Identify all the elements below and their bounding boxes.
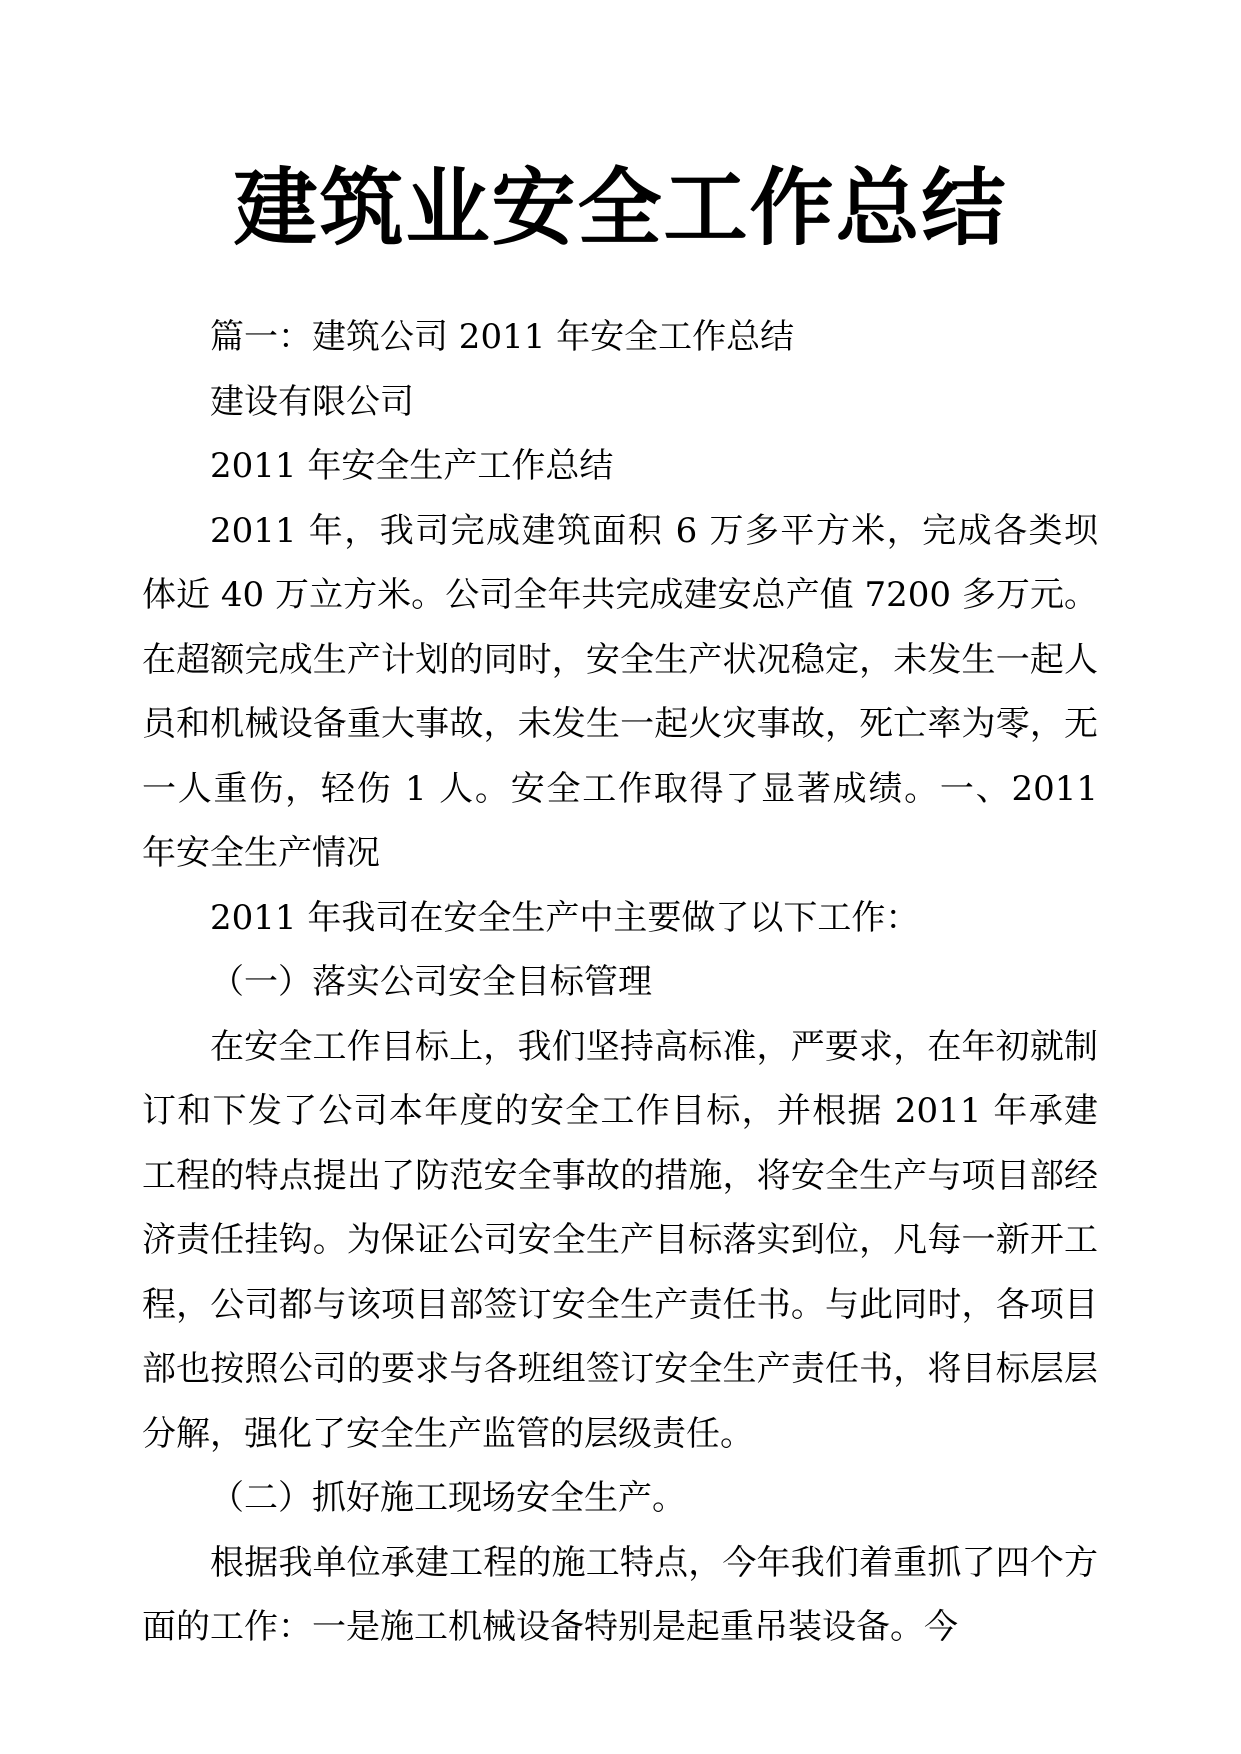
paragraph-section-heading: 篇一：建筑公司 2011 年安全工作总结 xyxy=(210,317,795,357)
document-body xyxy=(142,305,1098,1660)
paragraph-subheading-2: （二）抓好施工现场安全生产。 xyxy=(210,1478,686,1518)
paragraph-target-management: 在安全工作目标上，我们坚持高标准，严要求，在年初就制订和下发了公司本年度的安全工作目标，并根据 2011 年承建工程的特点提出了防范安全事故的措施，将安全生产与项目部经济责任挂钩。为保证公司安全生产目标落实到位，凡每一新开工程，公司都与该项目部签订安全生产责任书。与此同时，各项目部也按照公司的要求与各班组签订安全生产责任书，将目标层层分解，强化了安全生产监管的层级责任。 xyxy=(142,1026,1098,1454)
paragraph-company-name: 建设有限公司 xyxy=(210,381,414,422)
paragraph-overview: 2011 年，我司完成建筑面积 6 万多平方米，完成各类坝体近 40 万立方米。公司全年共完成建安总产值 7200 多万元。在超额完成生产计划的同时，安全生产状况稳定，未发生一起人员和机械设备重大事故，未发生一起火灾事故，死亡率为零，无一人重伤，轻伤 1 人。安全工作取得了显著成绩。一、2011 年安全生产情况 xyxy=(142,510,1098,873)
paragraph-report-title: 2011 年安全生产工作总结 xyxy=(210,446,614,486)
paragraph-work-intro: 2011 年我司在安全生产中主要做了以下工作： xyxy=(210,897,920,938)
paragraph-site-safety: 根据我单位承建工程的施工特点，今年我们着重抓了四个方面的工作：一是施工机械设备特别是起重吊装设备。今 xyxy=(142,1542,1098,1647)
document-title: 建筑业安全工作总结 xyxy=(233,159,1008,257)
paragraph-subheading-1: （一）落实公司安全目标管理 xyxy=(210,962,652,1002)
